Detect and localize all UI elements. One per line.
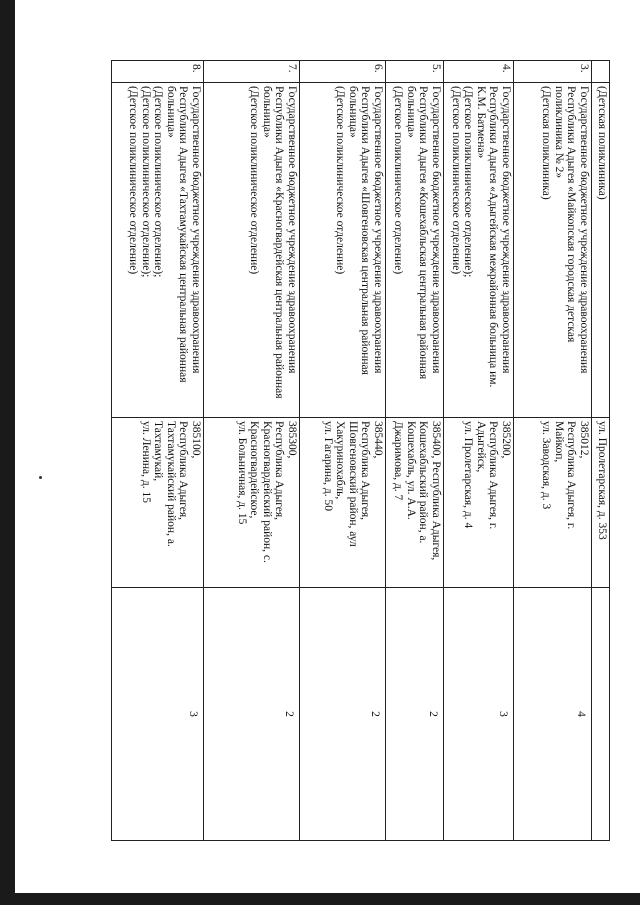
organization-line: Республики Адыгея «Кошехабльская центральная районная — [417, 86, 430, 380]
facilities-table — [111, 60, 610, 841]
address-cell — [300, 418, 386, 588]
organization-line: (Детское поликлиническое отделение) — [127, 86, 140, 275]
organization-line: К.М. Батмена» — [475, 86, 487, 159]
address-line: Джаримова, д. 7 — [392, 421, 405, 501]
row-number: 4. — [444, 61, 514, 83]
address-line: 385200, — [500, 421, 512, 459]
address-cell — [204, 418, 300, 588]
address-line: 385440, — [372, 421, 384, 459]
table-row — [112, 61, 204, 841]
address-line: Кошехабль, ул. А.А. — [405, 421, 417, 520]
organization-cell — [386, 83, 444, 418]
address-line: ул. Гагарина, д. 50 — [322, 421, 334, 512]
address-line: Майкоп, — [553, 421, 565, 463]
row-number: 7. — [204, 61, 300, 83]
organization-cell — [514, 83, 592, 418]
organization-line: Государственное бюджетное учреждение здравоохранения — [500, 86, 512, 374]
organization-line: поликлиника № 2» — [553, 86, 565, 179]
address-line: 385100, — [190, 421, 202, 459]
organization-cell — [444, 83, 514, 418]
table-row — [514, 61, 592, 841]
row-number: 3. — [514, 61, 592, 83]
organization-line: Республики Адыгея «Адыгейская межрайонная больница им. — [487, 86, 500, 388]
count-cell: 2 — [300, 588, 386, 841]
address-line: 385300, — [286, 421, 298, 459]
address-line: ул. Больничная, д. 15 — [236, 421, 248, 525]
count-cell: 2 — [204, 588, 300, 841]
organization-line: Государственное бюджетное учреждение здравоохранения — [430, 86, 442, 374]
table-row — [300, 61, 386, 841]
organization-line: (Детское поликлиническое отделение); — [140, 86, 152, 278]
organization-line: (Детское поликлиническое отделение) — [392, 86, 405, 275]
count-cell — [592, 588, 610, 841]
organization-line: больница» — [261, 86, 273, 138]
count-cell: 3 — [444, 588, 514, 841]
address-line: Республика Адыгея, — [177, 421, 190, 521]
organization-cell — [204, 83, 300, 418]
row-number — [592, 61, 610, 83]
organization-line: больница» — [405, 86, 417, 138]
organization-line: Государственное бюджетное учреждение здравоохранения — [578, 86, 590, 374]
address-cell — [386, 418, 444, 588]
organization-line: (Детская поликлиника) — [540, 86, 553, 200]
organization-line: Государственное бюджетное учреждение здравоохранения — [190, 86, 202, 374]
address-line: Республика Адыгея, — [273, 421, 286, 521]
address-line: ул. Пролетарская, д. 353 — [596, 421, 608, 540]
address-line: Республика Адыгея, — [359, 421, 372, 521]
rotated-page — [100, 60, 610, 840]
count-cell: 2 — [386, 588, 444, 841]
row-number: 6. — [300, 61, 386, 83]
count-cell: 3 — [112, 588, 204, 841]
address-line: 385012, — [578, 421, 590, 459]
organization-line: (Детское поликлиническое отделение) — [248, 86, 261, 275]
address-line: Адыгейск, — [475, 421, 487, 473]
organization-line: Республики Адыгея «Тахтамукайская центральная районная — [177, 86, 190, 383]
address-line: ул. Заводская, д. 3 — [540, 421, 553, 510]
scan-speck — [39, 476, 42, 479]
address-line: Республика Адыгея, г. — [487, 421, 500, 530]
row-number: 8. — [112, 61, 204, 83]
organization-line: (Детское поликлиническое отделение); — [462, 86, 475, 278]
table-row — [386, 61, 444, 841]
address-line: 385400, Республика Адыгея, — [430, 421, 442, 561]
organization-line: больница» — [165, 86, 177, 138]
organization-line: (Детское поликлиническое отделение) — [334, 86, 347, 275]
organization-line: (Детская поликлиника) — [596, 86, 608, 200]
organization-cell — [112, 83, 204, 418]
address-cell — [592, 418, 610, 588]
table-row — [444, 61, 514, 841]
address-line: Красногвардейское, — [248, 421, 261, 519]
address-cell — [112, 418, 204, 588]
scan-edge-left — [0, 0, 15, 905]
organization-cell — [300, 83, 386, 418]
organization-line: Республики Адыгея «Майкопская городская детская — [565, 86, 578, 343]
organization-line: (Детское поликлиническое отделение) — [450, 86, 462, 275]
table-row — [204, 61, 300, 841]
address-line: Хакуринохабль, — [334, 421, 347, 500]
organization-line: Республики Адыгея «Красногвардейская центральная районная — [273, 86, 286, 399]
table-row — [592, 61, 610, 841]
count-cell: 4 — [514, 588, 592, 841]
organization-line: Государственное бюджетное учреждение здравоохранения — [372, 86, 384, 374]
address-line: Кошехабльский район, а. — [417, 421, 430, 544]
address-line: Тахтамукай, — [152, 421, 165, 482]
organization-line: больница» — [347, 86, 359, 138]
address-line: Тахтамукайский район, а. — [165, 421, 177, 547]
scan-edge-bottom — [0, 893, 640, 905]
organization-line: Государственное бюджетное учреждение здравоохранения — [286, 86, 298, 374]
row-number: 5. — [386, 61, 444, 83]
address-cell — [514, 418, 592, 588]
address-line: Красногвардейский район, с. — [261, 421, 273, 563]
address-line: Шовгеновский район, аул — [347, 421, 359, 547]
organization-line: Республики Адыгея «Шовгеновская центральная районная — [359, 86, 372, 375]
address-cell — [444, 418, 514, 588]
address-line: ул. Пролетарская, д. 4 — [462, 421, 475, 529]
organization-line: (Детское поликлиническое отделение); — [152, 86, 165, 278]
address-line: Республика Адыгея, г. — [565, 421, 578, 530]
table-body — [112, 61, 610, 841]
address-line: ул. Ленина, д. 15 — [140, 421, 152, 503]
organization-cell — [592, 83, 610, 418]
